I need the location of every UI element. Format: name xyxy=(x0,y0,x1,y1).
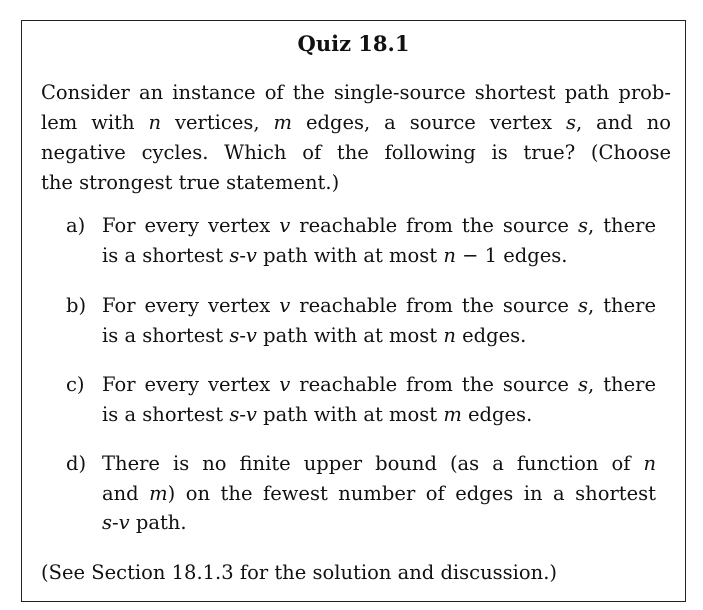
option-line: is a shortest s-v path with at most m edges. xyxy=(102,402,533,426)
option-c xyxy=(66,370,656,429)
option-text xyxy=(102,449,656,538)
question-line: lem with n vertices, m edges, a source vertex s, and no xyxy=(41,111,671,134)
option-text xyxy=(102,291,656,350)
question-line: Consider an instance of the single-source shortest path prob- xyxy=(41,81,671,104)
option-line: For every vertex v reachable from the source s, there xyxy=(102,294,657,317)
quiz-box xyxy=(21,20,686,602)
option-label: a) xyxy=(66,214,86,237)
option-line: is a shortest s-v path with at most n edges. xyxy=(102,323,527,347)
option-line: s-v path. xyxy=(102,511,187,534)
option-label: b) xyxy=(66,294,87,317)
option-a xyxy=(66,211,656,270)
option-line: For every vertex v reachable from the source s, there xyxy=(102,214,657,237)
question-text xyxy=(41,78,671,198)
option-line: There is no finite upper bound (as a function of n xyxy=(102,452,656,475)
option-d xyxy=(66,449,656,538)
option-label: c) xyxy=(66,373,85,396)
option-text xyxy=(102,211,656,270)
option-text xyxy=(102,370,656,429)
option-line: For every vertex v reachable from the source s, there xyxy=(102,373,657,396)
question-line: the strongest true statement.) xyxy=(41,171,340,194)
option-label: d) xyxy=(66,452,87,475)
option-line: is a shortest s-v path with at most n − 1 edges. xyxy=(102,243,568,267)
question-line: negative cycles. Which of the following is true? (Choose xyxy=(41,141,671,164)
solution-reference: (See Section 18.1.3 for the solution and discussion.) xyxy=(41,561,558,584)
quiz-title: Quiz 18.1 xyxy=(297,31,410,56)
option-line: and m) on the fewest number of edges in a shortest xyxy=(102,481,656,505)
option-b xyxy=(66,291,656,350)
